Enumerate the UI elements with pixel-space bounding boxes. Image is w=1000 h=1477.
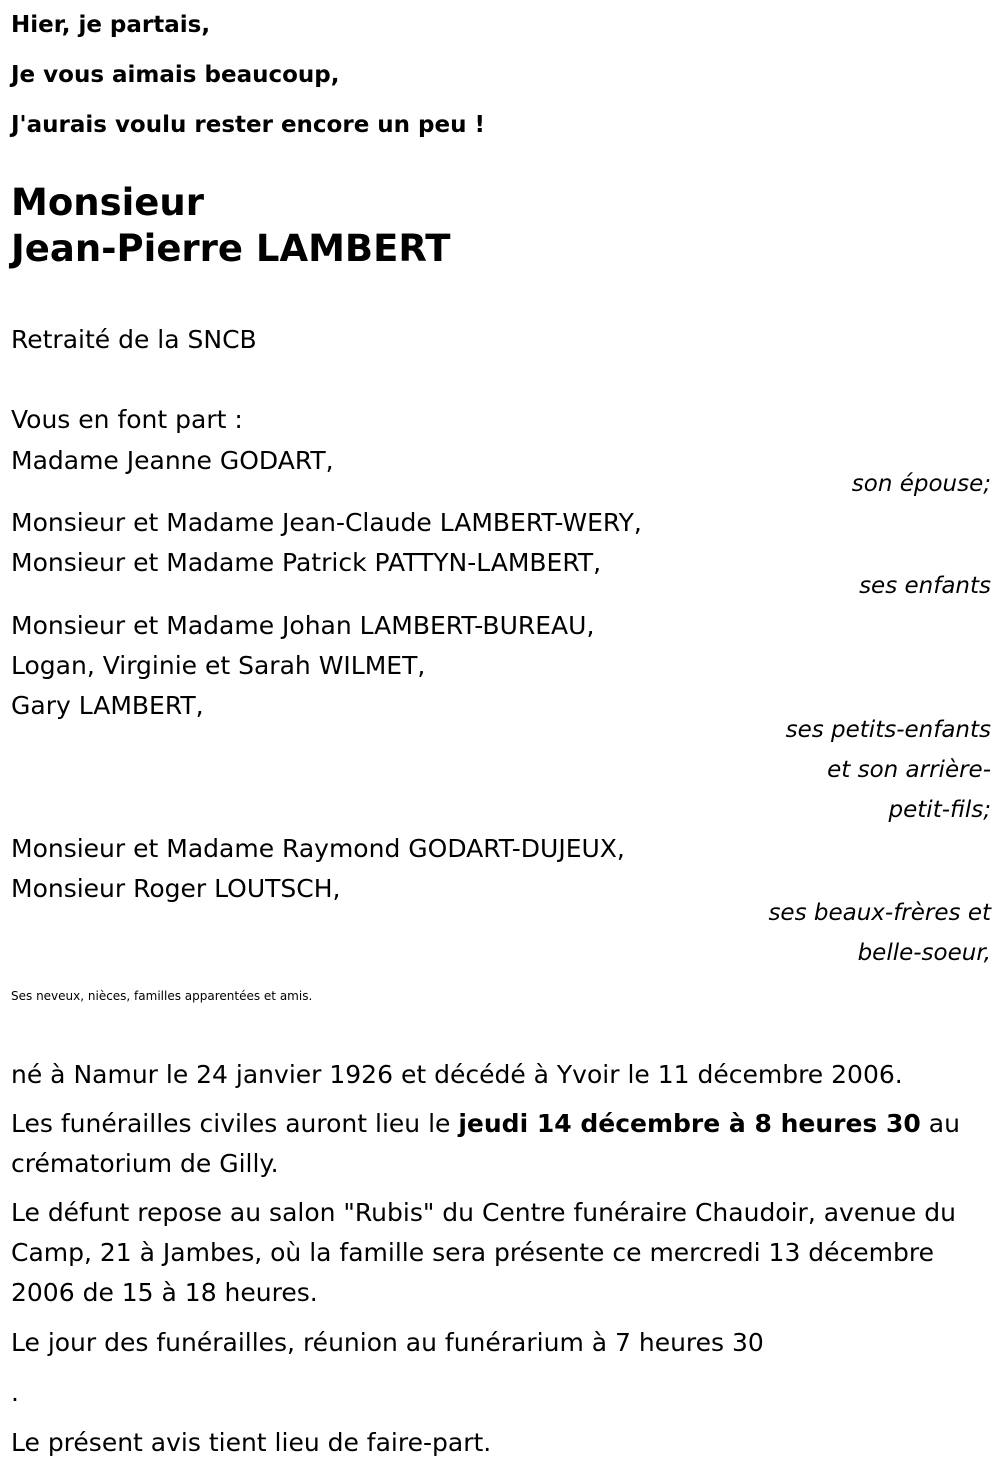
epigraph-line-3: J'aurais voulu rester encore un peu ! [11, 112, 485, 138]
child-name: Monsieur et Madame Patrick PATTYN-LAMBERT, [11, 548, 602, 577]
epigraph-line-1: Hier, je partais, [11, 12, 211, 38]
funeral-paragraph [11, 1104, 986, 1184]
grandchildren-relation: et son arrière- [827, 757, 991, 783]
spouse-name: Madame Jeanne GODART, [11, 446, 334, 475]
deceased-occupation: Retraité de la SNCB [11, 325, 257, 354]
viewing-paragraph: Le défunt repose au salon "Rubis" du Centre funéraire Chaudoir, avenue du Camp, 21 à Jambes, où la famille sera présente ce mercredi 13 décembre 2006 de 15 à 18 heures. [11, 1198, 956, 1307]
epigraph-line-2: Je vous aimais beaucoup, [11, 62, 340, 88]
spouse-relation: son épouse; [851, 471, 991, 497]
birth-death-paragraph: né à Namur le 24 janvier 1926 et décédé à Yvoir le 11 décembre 2006. [11, 1060, 903, 1089]
child-name: Monsieur et Madame Jean-Claude LAMBERT-WERY, [11, 508, 642, 537]
deceased-name: Jean-Pierre LAMBERT [11, 227, 451, 270]
extended-family-note: Ses neveux, nièces, familles apparentées et amis. [11, 989, 313, 1003]
grandchild-name: Monsieur et Madame Johan LAMBERT-BUREAU, [11, 611, 595, 640]
in-law-name: Monsieur et Madame Raymond GODART-DUJEUX, [11, 834, 625, 863]
children-relation: ses enfants [859, 573, 991, 599]
in-laws-relation: belle-soeur, [857, 940, 991, 966]
grandchildren-relation: ses petits-enfants [785, 717, 991, 743]
funeral-prefix: Les funérailles civiles auront lieu le [11, 1109, 459, 1138]
in-laws-relation: ses beaux-frères et [768, 900, 991, 926]
announcement-intro: Vous en font part : [11, 405, 243, 434]
in-law-name: Monsieur Roger LOUTSCH, [11, 874, 341, 903]
separator-dot: . [11, 1378, 19, 1407]
deceased-title: Monsieur [11, 181, 204, 224]
funeral-suffix: au crématorium de Gilly. [11, 1109, 960, 1178]
grandchildren-relation: petit-fils; [888, 797, 991, 823]
gathering-paragraph: Le jour des funérailles, réunion au funérarium à 7 heures 30 [11, 1328, 764, 1357]
deceased-name-block [11, 180, 450, 272]
funeral-datetime: jeudi 14 décembre à 8 heures 30 [458, 1109, 921, 1138]
grandchild-name: Gary LAMBERT, [11, 691, 204, 720]
grandchild-name: Logan, Virginie et Sarah WILMET, [11, 651, 426, 680]
closing-paragraph: Le présent avis tient lieu de faire-part. [11, 1428, 492, 1457]
